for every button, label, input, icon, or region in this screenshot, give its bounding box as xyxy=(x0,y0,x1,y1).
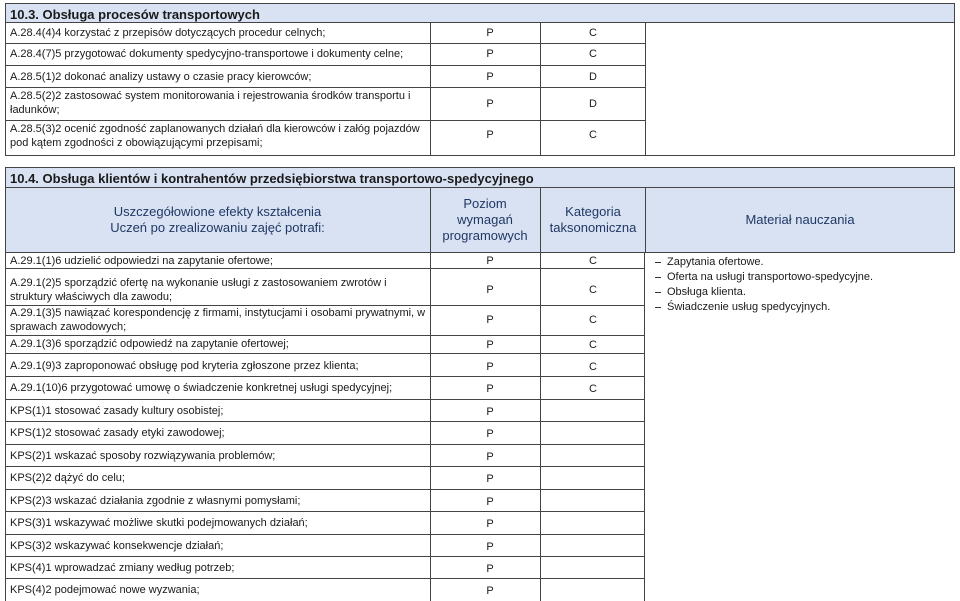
row-text: A.28.4(7)5 przygotować dokumenty spedycyjno-transportowe i dokumenty celne; xyxy=(10,48,404,60)
row-text: KPS(4)1 wprowadzać zmiany według potrzeb; xyxy=(10,562,235,574)
poziom-value: P xyxy=(486,563,494,575)
header-efekty xyxy=(5,187,430,253)
poziom-value: P xyxy=(486,428,494,440)
poziom-value: P xyxy=(486,339,494,351)
row-text: A.28.4(4)4 korzystać z przepisów dotyczących procedur celnych; xyxy=(10,27,326,39)
header-efekty-line2: Uczeń po zrealizowaniu zajęć potrafi: xyxy=(110,220,325,235)
poziom-value: P xyxy=(486,473,494,485)
kategoria-value: C xyxy=(589,27,597,39)
bullet-dash xyxy=(655,262,661,263)
poziom-value: P xyxy=(486,98,494,110)
kategoria-value: C xyxy=(589,383,597,395)
poziom-value: P xyxy=(486,451,494,463)
kategoria-value: C xyxy=(589,361,597,373)
document-page xyxy=(5,0,955,601)
row-text: KPS(1)2 stosować zasady etyki zawodowej; xyxy=(10,427,225,439)
row-text: A.29.1(2)5 sporządzić ofertę na wykonanie usługi z zastosowaniem zwrotów i struktury właściwych dla zawodu; xyxy=(10,277,387,303)
row-text: A.29.1(1)6 udzielić odpowiedzi na zapytanie ofertowe; xyxy=(10,255,273,267)
poziom-value: P xyxy=(486,314,494,326)
material-item: Obsługa klienta. xyxy=(667,286,746,298)
row-text: KPS(4)2 podejmować nowe wyzwania; xyxy=(10,584,200,596)
poziom-value: P xyxy=(486,129,494,141)
bullet-dash xyxy=(655,307,661,308)
row-text: A.28.5(2)2 zastosować system monitorowania i rejestrowania środków transportu i ładunków; xyxy=(10,90,411,116)
poziom-value: P xyxy=(486,541,494,553)
kategoria-value: C xyxy=(589,314,597,326)
material-item: Oferta na usługi transportowo-spedycyjne. xyxy=(667,271,874,283)
row-text: A.29.1(9)3 zaproponować obsługę pod kryteria zgłoszone przez klienta; xyxy=(10,360,359,372)
kategoria-value: C xyxy=(589,129,597,141)
poziom-value: P xyxy=(486,48,494,60)
row-text: A.28.5(1)2 dokonać analizy ustawy o czasie pracy kierowców; xyxy=(10,71,312,83)
header-efekty-line1: Uszczegółowione efekty kształcenia xyxy=(113,204,322,219)
kategoria-value: C xyxy=(589,284,597,296)
row-text: KPS(1)1 stosować zasady kultury osobistej; xyxy=(10,405,224,417)
poziom-value: P xyxy=(486,496,494,508)
poziom-value: P xyxy=(486,518,494,530)
poziom-value: P xyxy=(486,27,494,39)
kategoria-value: C xyxy=(589,48,597,60)
kategoria-value: D xyxy=(589,71,597,83)
material-item: Świadczenie usług spedycyjnych. xyxy=(667,301,831,313)
bullet-dash xyxy=(655,277,661,278)
row-text: A.28.5(3)2 ocenić zgodność zaplanowanych działań dla kierowców i załóg pojazdów pod kątem zgodności z obowiązującymi przepisami; xyxy=(10,123,420,149)
kategoria-value: C xyxy=(589,339,597,351)
kategoria-value: C xyxy=(589,255,597,267)
row-text: KPS(3)2 wskazywać konsekwencje działań; xyxy=(10,540,224,552)
section-title-10-3: 10.3. Obsługa procesów transportowych xyxy=(5,3,955,23)
poziom-value: P xyxy=(486,255,494,267)
row-text: A.29.1(10)6 przygotować umowę o świadczenie konkretnej usługi spedycyjnej; xyxy=(10,382,393,394)
poziom-value: P xyxy=(486,383,494,395)
header-kategoria: Kategoria taksonomiczna xyxy=(549,204,637,235)
row-text: A.29.1(3)5 nawiązać korespondencję z firmami, instytucjami i osobami prywatnymi, w sprawach zawodowych; xyxy=(10,307,426,333)
row-text: A.29.1(3)6 sporządzić odpowiedź na zapytanie ofertowej; xyxy=(10,338,289,350)
kategoria-value: D xyxy=(589,98,597,110)
poziom-value: P xyxy=(486,361,494,373)
row-text: KPS(2)1 wskazać sposoby rozwiązywania problemów; xyxy=(10,450,276,462)
row-text: KPS(2)2 dążyć do celu; xyxy=(10,472,125,484)
poziom-value: P xyxy=(486,406,494,418)
material-item: Zapytania ofertowe. xyxy=(667,256,764,268)
row-text: KPS(2)3 wskazać działania zgodnie z własnymi pomysłami; xyxy=(10,495,301,507)
header-material: Materiał nauczania xyxy=(745,212,855,227)
bullet-dash xyxy=(655,292,661,293)
header-poziom: Poziom wymagań programowych xyxy=(442,196,528,243)
poziom-value: P xyxy=(486,71,494,83)
poziom-value: P xyxy=(486,284,494,296)
section-title-10-4: 10.4. Obsługa klientów i kontrahentów przedsiębiorstwa transportowo-spedycyjnego xyxy=(5,167,955,188)
row-text: KPS(3)1 wskazywać możliwe skutki podejmowanych działań; xyxy=(10,517,308,529)
poziom-value: P xyxy=(486,585,494,597)
